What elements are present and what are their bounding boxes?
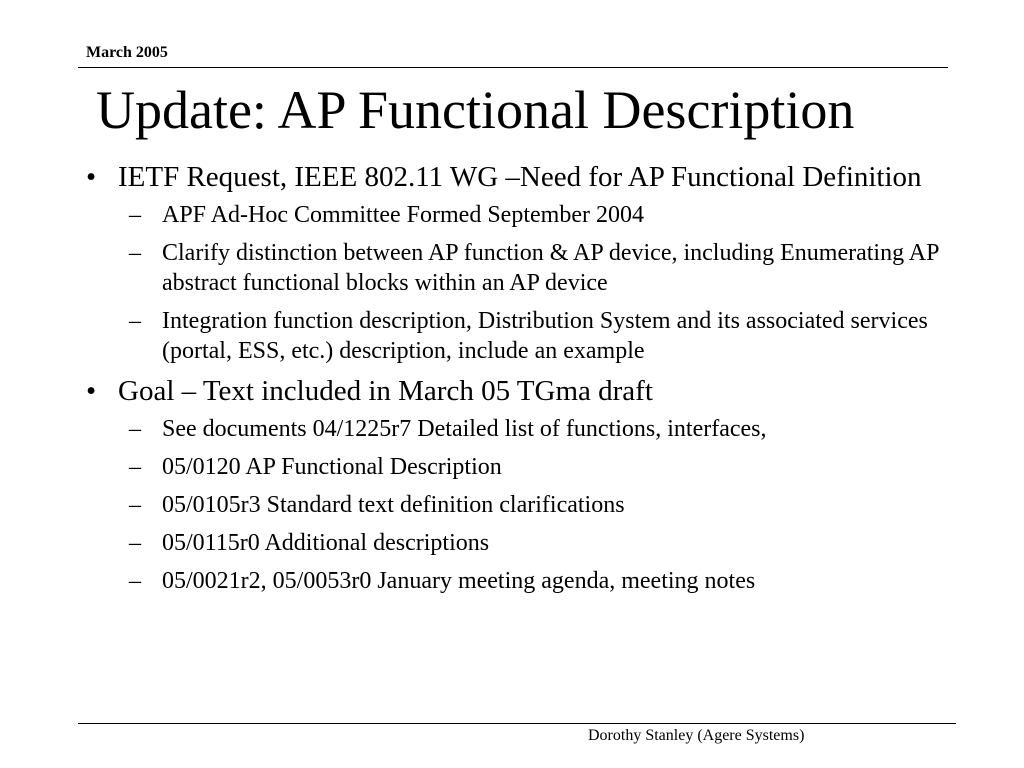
dash-marker: – (129, 530, 141, 556)
dash-marker: – (129, 308, 141, 334)
footer-divider (78, 723, 956, 724)
bullet-item (86, 158, 986, 196)
bullet-item (86, 372, 986, 410)
sub-bullet-text: See documents 04/1225r7 Detailed list of functions, interfaces, (162, 416, 767, 442)
bullet-marker: • (86, 161, 97, 193)
sub-bullet-text: Integration function description, Distribution System and its associated services (portal, ESS, etc.) description, include an example (162, 308, 928, 364)
dash-marker: – (129, 454, 141, 480)
slide-body (86, 158, 986, 604)
sub-bullet-text: Clarify distinction between AP function & AP device, including Enumerating AP abstract functional blocks within an AP device (162, 240, 939, 296)
footer-author: Dorothy Stanley (Agere Systems) (588, 727, 805, 744)
sub-bullet-item (86, 490, 986, 520)
dash-marker: – (129, 416, 141, 442)
sub-bullet-text: APF Ad-Hoc Committee Formed September 2004 (162, 202, 644, 228)
sub-bullet-text: 05/0120 AP Functional Description (162, 454, 502, 480)
sub-bullet-item (86, 452, 986, 482)
bullet-text: Goal – Text included in March 05 TGma draft (118, 375, 653, 407)
dash-marker: – (129, 568, 141, 594)
dash-marker: – (129, 240, 141, 266)
sub-bullet-item (86, 566, 986, 596)
sub-bullet-text: 05/0021r2, 05/0053r0 January meeting agenda, meeting notes (162, 568, 756, 594)
sub-bullet-item (86, 528, 986, 558)
bullet-text: IETF Request, IEEE 802.11 WG –Need for AP Functional Definition (118, 161, 922, 193)
bullet-marker: • (86, 375, 97, 407)
header-divider (78, 67, 948, 68)
dash-marker: – (129, 202, 141, 228)
sub-bullet-item (86, 414, 986, 444)
sub-bullet-item (86, 200, 986, 230)
dash-marker: – (129, 492, 141, 518)
sub-bullet-item (86, 238, 986, 298)
slide-title: Update: AP Functional Description (96, 80, 855, 140)
sub-bullet-text: 05/0115r0 Additional descriptions (162, 530, 490, 556)
sub-bullet-text: 05/0105r3 Standard text definition clarifications (162, 492, 625, 518)
header-date: March 2005 (86, 44, 168, 61)
sub-bullet-item (86, 306, 986, 366)
